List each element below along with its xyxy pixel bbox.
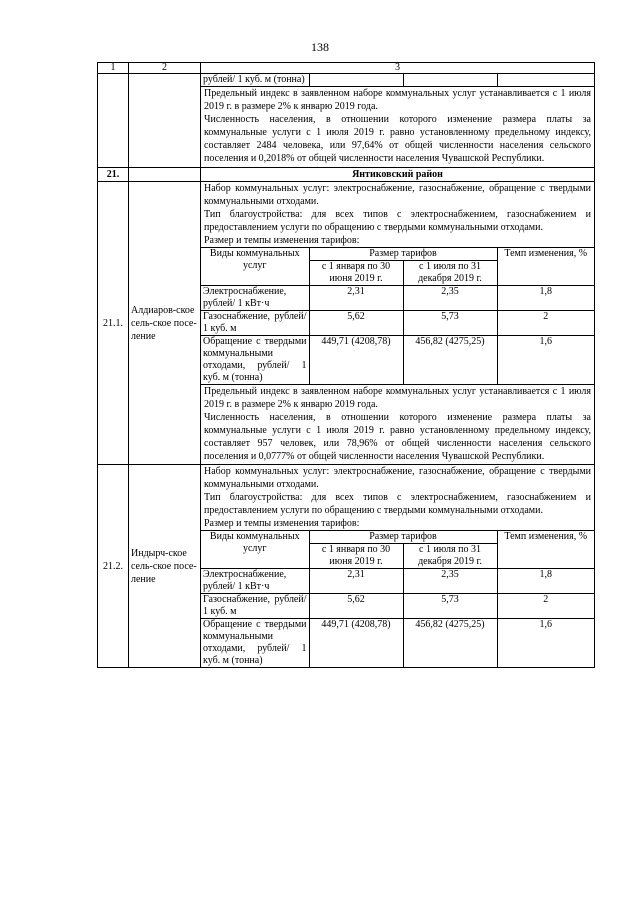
continuation-row	[98, 74, 595, 168]
tariff-row-value-2: 5,73	[403, 311, 497, 336]
page-number: 138	[311, 40, 329, 54]
services-text: Набор коммунальных услуг: электроснабжение, газоснабжение, обращение с твердыми коммунальными отходами.	[204, 466, 591, 490]
tariff-head-period-1: с 1 января по 30 июня 2019 г.	[309, 544, 403, 569]
tariff-head-types: Виды коммунальных услуг	[201, 248, 309, 286]
tariff-row-rate: 2	[497, 311, 594, 336]
settlement-row-21-2	[98, 465, 595, 668]
tariff-row-value-1: 2,31	[309, 286, 403, 311]
tariff-row	[201, 594, 594, 619]
tariff-row-value-1: 5,62	[309, 594, 403, 619]
tariff-row-rate: 1,6	[497, 619, 594, 668]
continuation-population-text: Численность населения, в отношении которого изменение размера платы за коммунальные услуги с 1 июля 2019 г. равно установленному предельному индексу, составляет 2484 человека, или 97,64% от общей численности населения сельского поселения и 0,2018% от общей численности населения Чувашской Республики.	[204, 114, 591, 164]
column-header-2: 2	[129, 63, 201, 74]
tariff-row-value-2: 2,35	[403, 286, 497, 311]
tariff-row	[201, 569, 594, 594]
tariff-table	[201, 247, 594, 385]
tariff-row-rate: 2	[497, 594, 594, 619]
region-row	[98, 168, 595, 182]
region-number: 21.	[98, 168, 129, 182]
tariff-row-rate: 1,8	[497, 569, 594, 594]
tariff-document-table	[97, 62, 595, 668]
tariff-head-rate: Темп изменения, %	[497, 248, 594, 286]
tariff-row-value-2: 5,73	[403, 594, 497, 619]
tariff-caption: Размер и темпы изменения тарифов:	[204, 518, 360, 529]
tariff-row-service: Газоснабжение, рублей/ 1 куб. м	[201, 311, 309, 336]
tariff-head-size: Размер тарифов	[309, 248, 497, 261]
continuation-index-text: Предельный индекс в заявленном наборе коммунальных услуг устанавливается с 1 июля 2019 г. в размере 2% к январю 2019 года.	[204, 88, 591, 112]
settlement-number: 21.1.	[98, 182, 129, 465]
tariff-row-value-1: 2,31	[309, 569, 403, 594]
tariff-row-value-1: 449,71 (4208,78)	[309, 619, 403, 668]
tariff-row	[201, 311, 594, 336]
tariff-row-value-2: 2,35	[403, 569, 497, 594]
tariff-row-value-1: 5,62	[309, 311, 403, 336]
tariff-row-value-1: 449,71 (4208,78)	[309, 336, 403, 385]
tariff-row-service: Обращение с твердыми коммунальными отходами, рублей/ 1 куб. м (тонна)	[201, 336, 309, 385]
amenities-text: Тип благоустройства: для всех типов с электроснабжением, газоснабжением и предоставлением услуги по обращению с твердыми коммунальными отходами.	[204, 209, 591, 233]
population-text: Численность населения, в отношении которого изменение размера платы за коммунальные услуги с 1 июля 2019 г. равно установленному предельному индексу, составляет 957 человек, или 78,96% от общей численности населения сельского поселения и 0,0777% от общей численности населения Чувашской Республики.	[204, 412, 591, 462]
column-header-1: 1	[98, 63, 129, 74]
tariff-head-period-2: с 1 июля по 31 декабря 2019 г.	[403, 544, 497, 569]
tariff-caption: Размер и темпы изменения тарифов:	[204, 235, 360, 246]
continuation-tariff-tail	[201, 74, 594, 87]
tariff-row-service: Газоснабжение, рублей/ 1 куб. м	[201, 594, 309, 619]
tariff-tail-text: рублей/ 1 куб. м (тонна)	[201, 74, 309, 87]
services-text: Набор коммунальных услуг: электроснабжение, газоснабжение, обращение с твердыми коммунальными отходами.	[204, 183, 591, 207]
tariff-row-service: Электроснабжение, рублей/ 1 кВт·ч	[201, 286, 309, 311]
tariff-head-size: Размер тарифов	[309, 531, 497, 544]
tariff-head-period-1: с 1 января по 30 июня 2019 г.	[309, 261, 403, 286]
tariff-row-value-2: 456,82 (4275,25)	[403, 336, 497, 385]
tariff-row-service: Обращение с твердыми коммунальными отходами, рублей/ 1 куб. м (тонна)	[201, 619, 309, 668]
tariff-row	[201, 336, 594, 385]
tariff-row	[201, 286, 594, 311]
settlement-name: Индырч-ское сель-ское посе-ление	[129, 465, 201, 668]
tariff-head-period-2: с 1 июля по 31 декабря 2019 г.	[403, 261, 497, 286]
amenities-text: Тип благоустройства: для всех типов с электроснабжением, газоснабжением и предоставлением услуги по обращению с твердыми коммунальными отходами.	[204, 492, 591, 516]
settlement-row-21-1	[98, 182, 595, 465]
tariff-row-service: Электроснабжение, рублей/ 1 кВт·ч	[201, 569, 309, 594]
tariff-head-rate: Темп изменения, %	[497, 531, 594, 569]
index-text: Предельный индекс в заявленном наборе коммунальных услуг устанавливается с 1 июля 2019 г. в размере 2% к январю 2019 года.	[204, 386, 591, 410]
settlement-number: 21.2.	[98, 465, 129, 668]
tariff-row-value-2: 456,82 (4275,25)	[403, 619, 497, 668]
tariff-table	[201, 530, 594, 667]
settlement-name: Алдиаров-ское сель-ское посе-ление	[129, 182, 201, 465]
region-name: Янтиковский район	[201, 168, 595, 182]
tariff-row	[201, 619, 594, 668]
column-header-3: 3	[201, 63, 595, 74]
tariff-head-types: Виды коммунальных услуг	[201, 531, 309, 569]
column-header-row	[98, 63, 595, 74]
tariff-row-rate: 1,8	[497, 286, 594, 311]
tariff-row-rate: 1,6	[497, 336, 594, 385]
